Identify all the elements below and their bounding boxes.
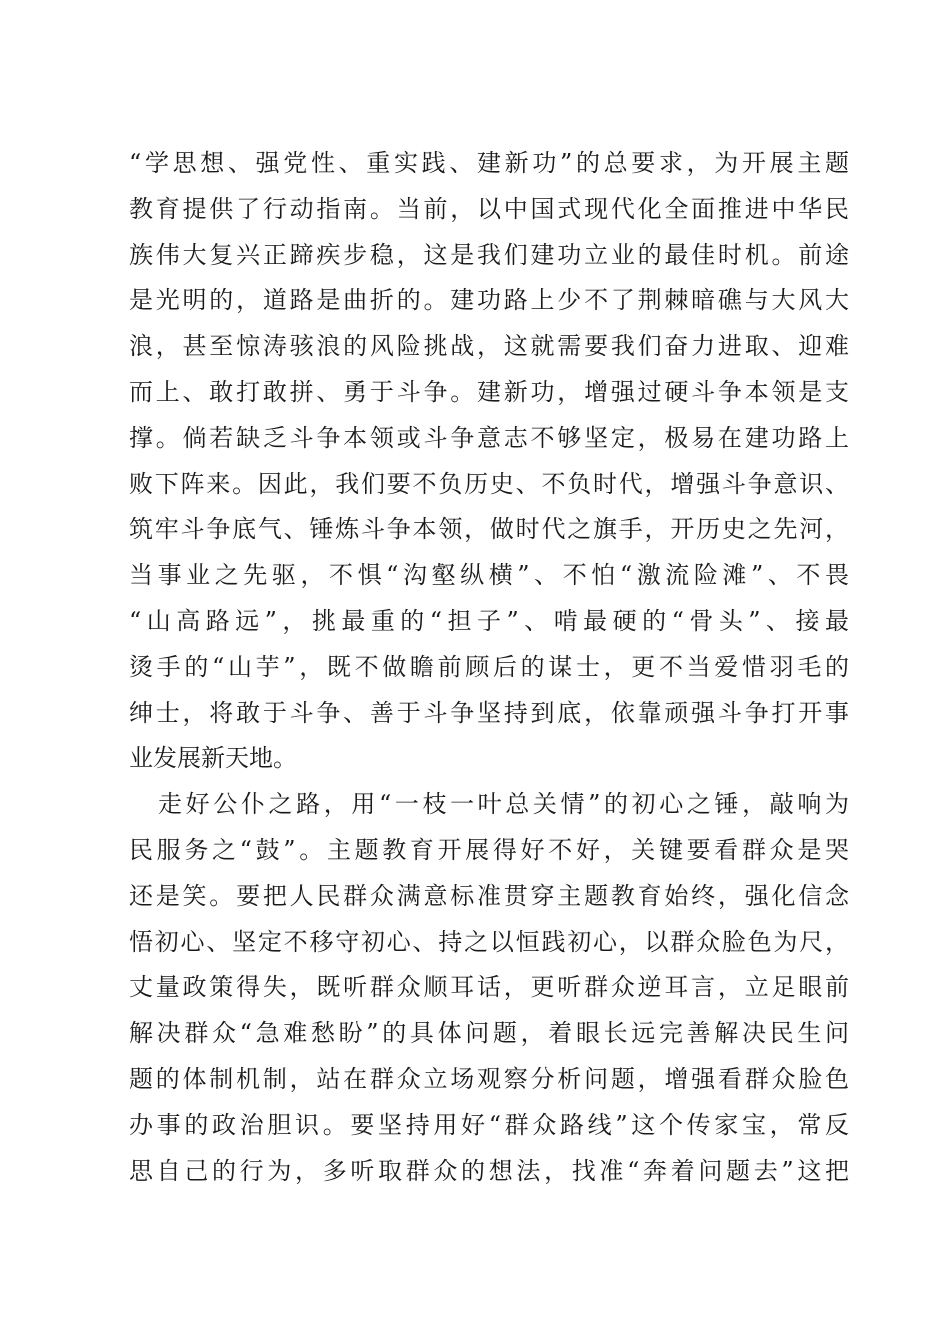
- text-line: 思自己的行为，多听取群众的想法，找准“奔着问题去”这把: [129, 1156, 849, 1185]
- text-line: 丈量政策得失，既听群众顺耳话，更听群众逆耳言，立足眼前: [129, 973, 849, 1002]
- text-line: 浪，甚至惊涛骇浪的风险挑战，这就需要我们奋力进取、迎难: [129, 332, 849, 361]
- text-line: 是光明的，道路是曲折的。建功路上少不了荆棘暗礁与大风大: [129, 286, 849, 315]
- text-line: 走好公仆之路，用“一枝一叶总关情”的初心之锤，敲响为: [158, 790, 849, 819]
- text-line: “学思想、强党性、重实践、建新功”的总要求，为开展主题: [129, 149, 849, 177]
- text-line: 民服务之“鼓”。主题教育开展得好不好，关键要看群众是哭: [129, 835, 849, 864]
- text-line: 悟初心、坚定不移守初心、持之以恒践初心，以群众脸色为尺，: [129, 927, 849, 956]
- text-line: 业发展新天地。: [129, 744, 297, 773]
- text-line: 绅士，将敢于斗争、善于斗争坚持到底，依靠顽强斗争打开事: [129, 698, 849, 727]
- text-line: 烫手的“山芋”，既不做瞻前顾后的谋士，更不当爱惜羽毛的: [129, 652, 849, 681]
- text-line: 筑牢斗争底气、锤炼斗争本领，做时代之旗手，开历史之先河，: [129, 515, 849, 544]
- text-line: “山高路远”，挑最重的“担子”、啃最硬的“骨头”、接最: [129, 606, 849, 635]
- text-line: 题的体制机制，站在群众立场观察分析问题，增强看群众脸色: [129, 1064, 849, 1093]
- text-line: 而上、敢打敢拼、勇于斗争。建新功，增强过硬斗争本领是支: [129, 377, 849, 406]
- text-line: 撑。倘若缺乏斗争本领或斗争意志不够坚定，极易在建功路上: [129, 423, 849, 452]
- text-line: 败下阵来。因此，我们要不负历史、不负时代，增强斗争意识、: [129, 469, 849, 498]
- text-line: 解决群众“急难愁盼”的具体问题，着眼长远完善解决民生问: [129, 1019, 849, 1048]
- text-line: 当事业之先驱，不惧“沟壑纵横”、不怕“激流险滩”、不畏: [129, 561, 849, 590]
- text-line: 办事的政治胆识。要坚持用好“群众路线”这个传家宝，常反: [129, 1110, 849, 1139]
- text-line: 教育提供了行动指南。当前，以中国式现代化全面推进中华民: [129, 194, 849, 223]
- text-line: 族伟大复兴正蹄疾步稳，这是我们建功立业的最佳时机。前途: [129, 240, 849, 269]
- text-line: 还是笑。要把人民群众满意标准贯穿主题教育始终，强化信念: [129, 881, 849, 910]
- body-text: [129, 141, 849, 1194]
